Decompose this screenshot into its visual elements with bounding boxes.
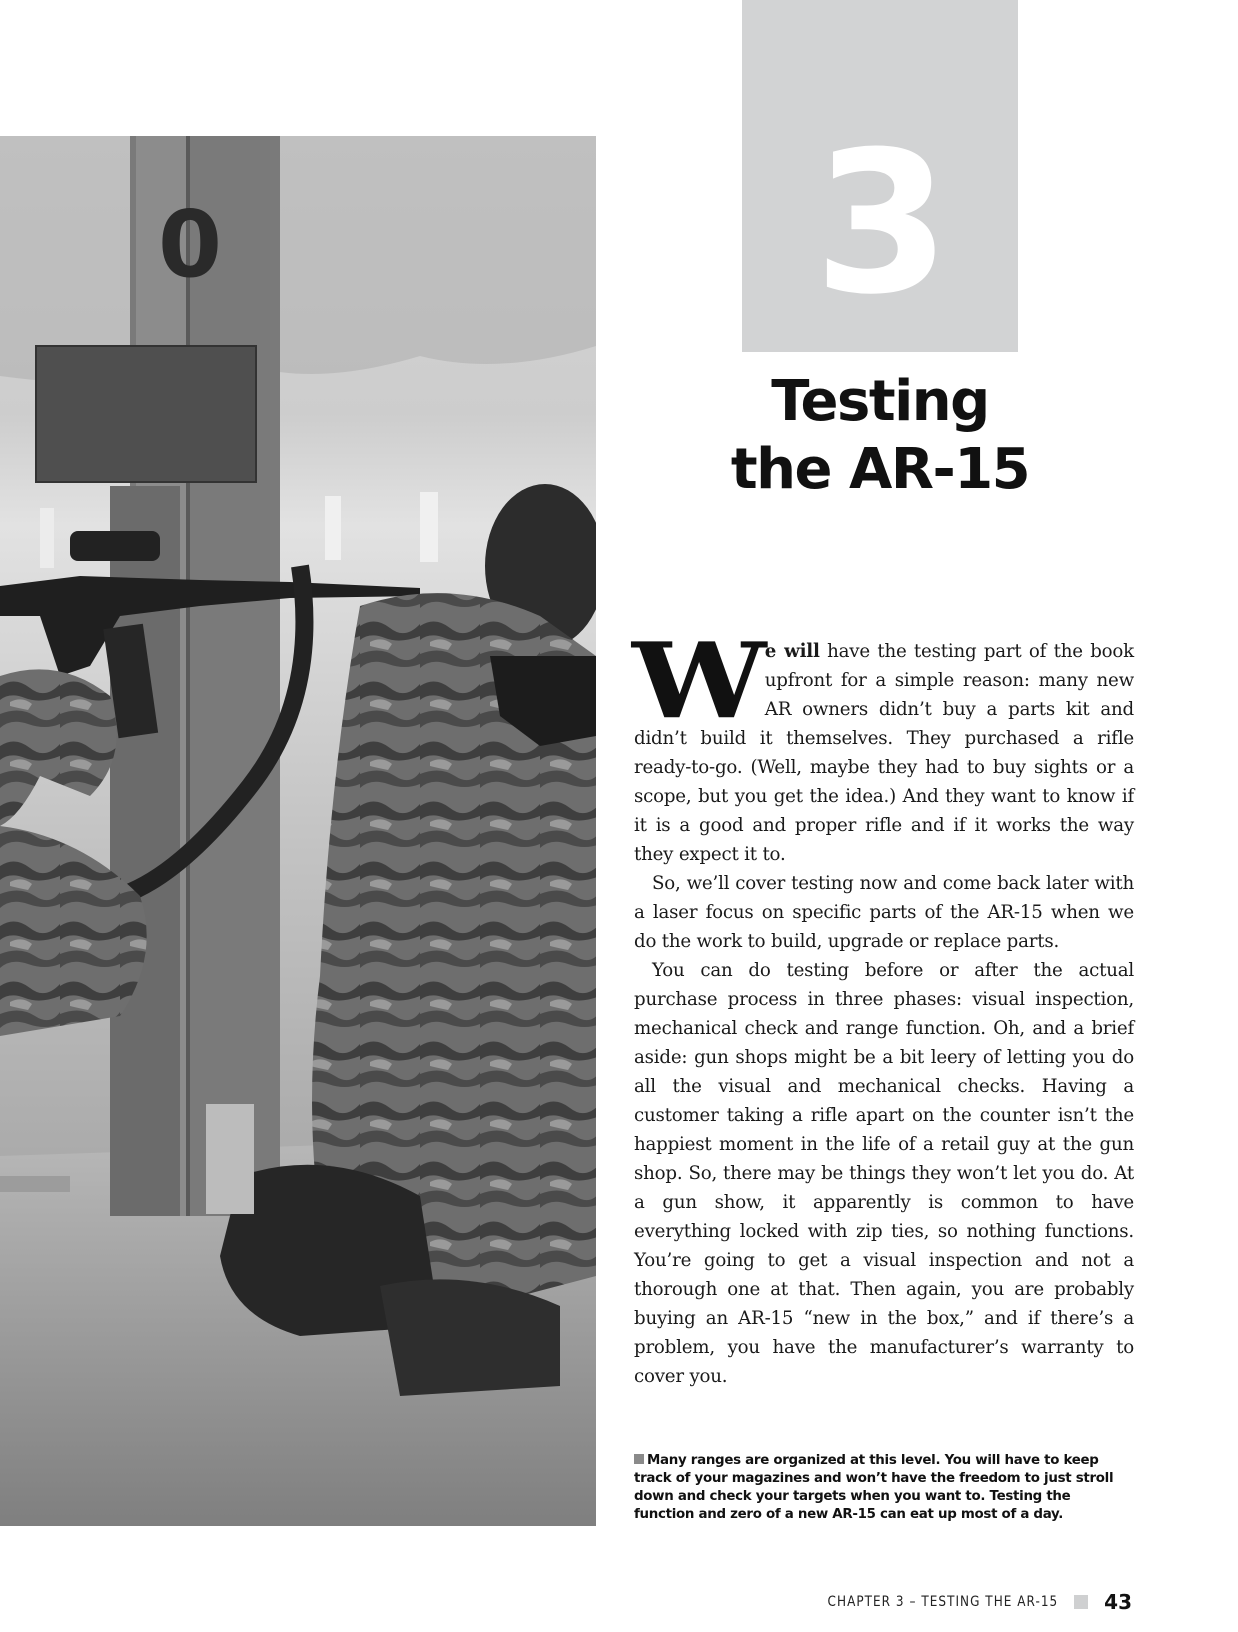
chapter-title-line2: the AR-15 [730,437,1030,502]
chapter-number-block [742,0,1018,352]
running-head: CHAPTER 3 – TESTING THE AR-15 [827,1594,1059,1610]
paragraph-1 [632,619,1134,869]
post-marker-number: 0 [158,191,223,298]
photo-illustration [0,136,596,1526]
chapter-number: 3 [813,110,947,338]
paragraph-1-text: have the testing part of the book upfront for a simple reason: many new AR owners didn’t buy a parts kit and didn’t build it themselves. They purchased a rifle ready-to-go. (Well, maybe they had to buy sights or a scope, but you get the idea.) And they want to know if it is a good and proper rifle and if it works the way they expect it to. [634,641,1134,865]
caption-square-icon [634,1454,644,1464]
paragraph-3: You can do testing before or after the actual purchase process in three phases: visual inspection, mechanical check and range function. Oh, and a brief aside: gun shops might be a bit leery of letting you do all the visual and mechanical checks. Having a customer taking a rifle apart on the counter isn’t the happiest moment in the life of a retail guy at the gun shop. So, there may be things they won’t let you do. At a gun show, it apparently is common to have everything locked with zip ties, so nothing functions. You’re going to get a visual inspection and not a thorough one at that. Then again, you are probably buying an AR-15 “new in the box,” and if there’s a problem, you have the manufacturer’s warranty to cover you. [634,960,1134,1387]
photo-caption [634,1452,1134,1524]
chapter-title [700,368,1060,504]
page-number: 43 [1104,1590,1132,1614]
paragraph-2: So, we’ll cover testing now and come back later with a laser focus on specific parts of the AR-15 when we do the work to build, upgrade or replace parts. [634,873,1134,952]
body-text [632,619,1134,1391]
chapter-title-line1: Testing [771,369,989,434]
chapter-photo [0,136,596,1526]
footer-square-icon [1074,1595,1088,1609]
page-footer [790,1590,1132,1614]
lead-in: e will [764,641,820,662]
caption-text: Many ranges are organized at this level. You will have to keep track of your magazines and won’t have the freedom to just stroll down and check your targets when you want to. Testing the function and zero of a new AR-15 can eat up most of a day. [634,1453,1114,1522]
drop-cap: W [632,619,758,742]
